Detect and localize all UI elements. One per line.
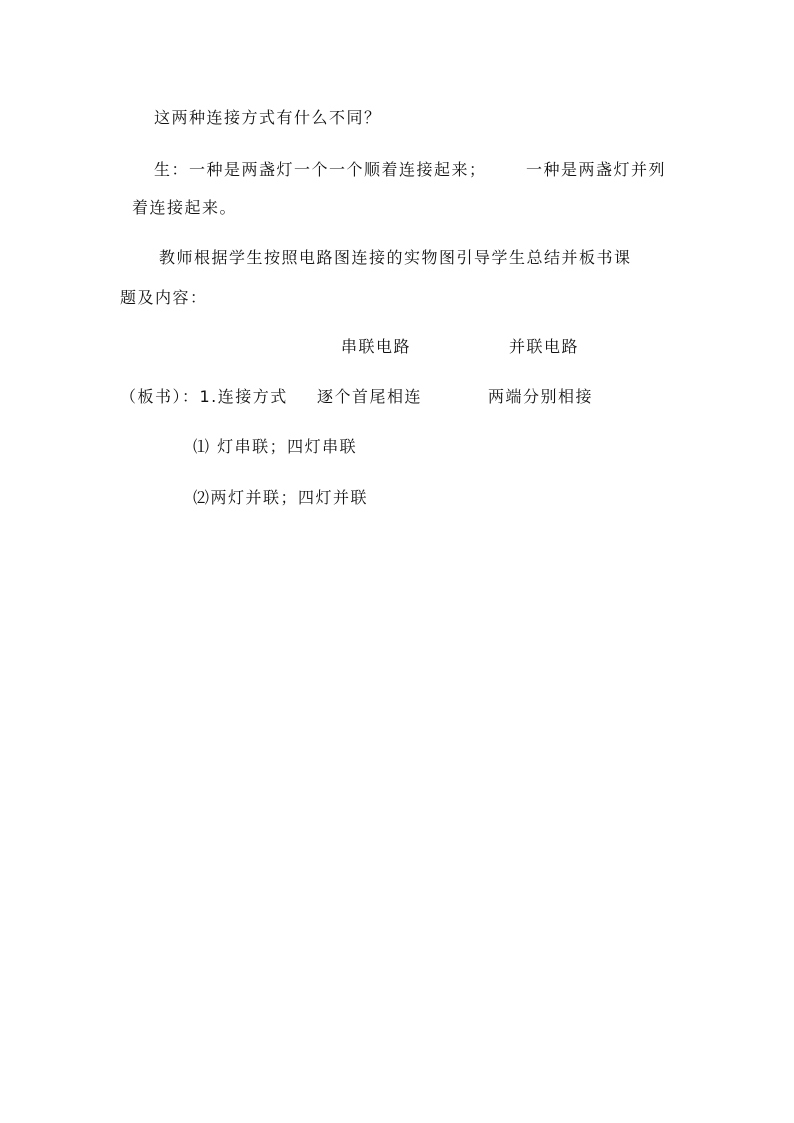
series-circuit-heading: 串联电路	[341, 337, 412, 356]
subitem-parallel: ⑵两灯并联；四灯并联	[193, 488, 369, 507]
question-text: 这两种连接方式有什么不同？	[154, 108, 382, 127]
teacher-instruction-line2: 题及内容：	[120, 288, 208, 307]
subitem-series: ⑴ 灯串联；四灯串联	[193, 437, 358, 456]
student-answer-part1: 生：一种是两盏灯一个一个顺着连接起来；	[154, 160, 487, 179]
series-connection-value: 逐个首尾相连	[317, 387, 423, 406]
parallel-connection-value: 两端分别相接	[488, 387, 594, 406]
teacher-instruction-line1: 教师根据学生按照电路图连接的实物图引导学生总结并板书课	[159, 248, 632, 267]
student-answer-continuation: 着连接起来。	[132, 198, 238, 217]
student-answer-part2: 一种是两盏灯并列	[526, 160, 667, 179]
board-row-label: （板书）：1.连接方式	[120, 387, 288, 406]
parallel-circuit-heading: 并联电路	[509, 337, 580, 356]
